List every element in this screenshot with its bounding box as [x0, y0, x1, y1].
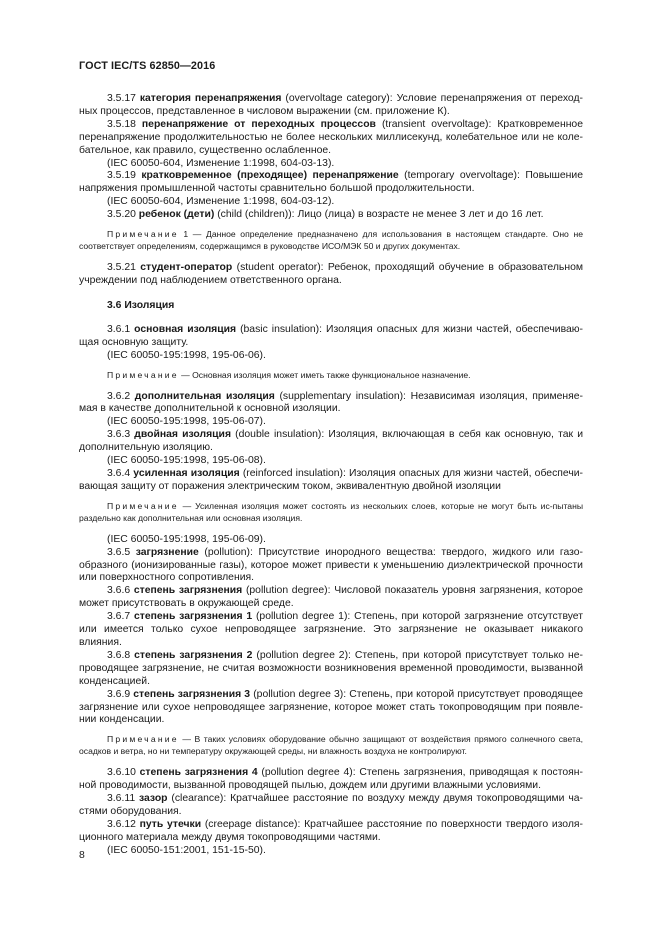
term-text: (student operator): Ребенок, проходящий обучение в образовательном учреждении под наблюдением ответственного органа.: [79, 262, 583, 286]
term-title: степень загрязнения 1: [133, 611, 253, 623]
reference-line: [79, 350, 583, 363]
term-definition: [79, 429, 583, 455]
section-number: 3.6: [107, 299, 122, 311]
term-number: 3.5.20: [107, 209, 136, 221]
term-number: 3.6.4: [107, 467, 131, 479]
reference-text: (IEC 60050-195:1998, 195-06-09).: [107, 533, 266, 545]
term-definition: [79, 391, 583, 417]
term-title: загрязнение: [135, 546, 199, 558]
term-definition: [79, 468, 583, 494]
term-title: перенапряжение от переходных процессов: [141, 118, 376, 130]
reference-text: (IEC 60050-604, Изменение 1:1998, 604-03-13).: [107, 157, 335, 169]
term-number: 3.6.10: [107, 767, 136, 779]
note-text: — В таких условиях оборудование обычно защищают от воздействия прямого солнечного света, осадков и ветра, но ни температуру окружающей среды, ни влажность воздуха не контролируют.: [79, 734, 583, 757]
term-definition: [79, 650, 583, 689]
note: [79, 369, 583, 381]
term-number: 3.5.19: [107, 170, 136, 182]
note-label: Примечание: [107, 229, 179, 240]
document-header: ГОСТ IEC/TS 62850—2016: [79, 60, 216, 72]
reference-text: (IEC 60050-604, Изменение 1:1998, 604-03-12).: [107, 196, 335, 208]
term-definition: [79, 689, 583, 728]
term-number: 3.6.3: [107, 429, 131, 441]
term-number: 3.5.18: [107, 118, 136, 130]
term-text: (double insulation): Изоляция, включающая в себя как основную, так и дополнительную изоляцию.: [79, 429, 584, 454]
term-number: 3.6.8: [107, 649, 131, 661]
note-label: Примечание: [107, 369, 179, 380]
term-title: категория перенапряжения: [139, 93, 282, 104]
term-text: (basic insulation): Изоляция опасных для жизни частей, обеспечиваю-щая основную защиту.: [79, 323, 583, 348]
term-text: (reinforced insulation): Изоляция опасных для жизни частей, обеспечи-вающая защиту от поражения электрическим током, эквивалентную двойной изоляции: [79, 467, 584, 492]
term-title: степень загрязнения 2: [134, 649, 253, 661]
term-number: 3.6.6: [107, 585, 131, 597]
term-title: путь утечки: [139, 818, 202, 830]
reference-text: (IEC 60050-151:2001, 151-15-50).: [107, 844, 266, 856]
term-title: основная изоляция: [134, 323, 237, 335]
term-text: (temporary overvoltage): Повышение напряжения промышленной частоты сравнительно большой продолжительности.: [79, 170, 583, 195]
term-number: 3.6.11: [107, 793, 136, 805]
section-heading: [79, 300, 583, 313]
reference-line: [79, 845, 583, 858]
term-text: (transient overvoltage): Кратковременное перенапряжение продолжительностью не более нескольких миллисекунд, колебательное или не коле-бательное, как правило, существенно ослабленное.: [79, 118, 583, 156]
term-definition: [79, 611, 583, 650]
note-label: Примечание: [107, 500, 179, 511]
term-text: (pollution degree): Числовой показатель уровня загрязнения, которое может присутствовать в окружающей среде.: [79, 585, 584, 610]
section-title: Изоляция: [124, 299, 175, 311]
note-text: 1 — Данное определение предназначено для использования в настоящем стандарте. Оно не соответствует определениям, содержащимся в руководстве ИСО/МЭК 50 и других документах.: [79, 229, 583, 252]
note-text: — Основная изоляция может иметь также функциональное назначение.: [178, 369, 471, 380]
term-title: ребенок (дети): [138, 209, 215, 221]
document-body: [79, 93, 583, 858]
term-title: кратковременное (преходящее) перенапряжение: [141, 170, 399, 182]
reference-line: [79, 416, 583, 429]
reference-text: (IEC 60050-195:1998, 195-06-08).: [107, 455, 266, 467]
term-definition: [79, 93, 583, 119]
term-definition: [79, 324, 583, 350]
term-definition: [79, 262, 583, 288]
reference-line: [79, 158, 583, 171]
term-definition: [79, 585, 583, 611]
term-title: степень загрязнения 3: [133, 688, 251, 700]
term-number: 3.5.21: [107, 262, 136, 274]
term-text: (pollution degree 1): Степень, при которой загрязнение отсутствует или имеется только сухое непроводящее загрязнение. Это загрязнение не оказывает никакого влияния.: [79, 611, 584, 648]
term-number: 3.6.7: [107, 611, 131, 623]
term-definition: [79, 547, 583, 586]
term-text: (pollution degree 2): Степень, при которой присутствует только не-проводящее загрязнение, не считая возможности возникновения временной проводимости, вызванной конденсацией.: [79, 649, 583, 687]
term-number: 3.6.9: [107, 688, 131, 700]
term-text: (pollution degree 3): Степень, при которой присутствует проводящее загрязнение или сухое непроводящее загрязнение, которое может стать токопроводящим при появле-нии конденсации.: [79, 688, 584, 726]
reference-line: [79, 196, 583, 209]
term-title: степень загрязнения 4: [139, 767, 258, 779]
term-text: (clearance): Кратчайшее расстояние по воздуху между двумя токопроводящими ча-стями оборудования.: [79, 793, 583, 818]
term-number: 3.6.2: [107, 390, 131, 402]
term-text: (pollution): Присутствие инородного вещества: твердого, жидкого или газо-образного (ионизированные газы), которое может привести к уменьшению диэлектрической прочности или поверхностного сопротивления.: [79, 546, 584, 584]
reference-text: (IEC 60050-195:1998, 195-06-07).: [107, 416, 266, 428]
term-title: зазор: [138, 793, 168, 805]
term-definition: [79, 209, 583, 222]
term-text: (creepage distance): Кратчайшее расстояние по поверхности твердого изоля-ционного материала между двумя токопроводящими частями.: [79, 818, 583, 843]
term-number: 3.6.12: [107, 818, 136, 830]
term-title: дополнительная изоляция: [134, 390, 275, 402]
note: [79, 500, 583, 524]
term-definition: [79, 819, 583, 845]
term-definition: [79, 170, 583, 196]
note-text: — Усиленная изоляция может состоять из нескольких слоев, которые не могут быть ис-пытаны раздельно как дополнительная или основная изоляция.: [79, 500, 583, 523]
term-number: 3.6.5: [107, 546, 131, 558]
note: [79, 733, 583, 757]
page-number: 8: [79, 850, 85, 861]
reference-text: (IEC 60050-195:1998, 195-06-06).: [107, 349, 266, 361]
reference-line: [79, 455, 583, 468]
reference-line: [79, 534, 583, 547]
term-number: 3.5.17: [107, 93, 136, 104]
term-definition: [79, 767, 583, 793]
term-title: усиленная изоляция: [133, 467, 240, 479]
term-title: двойная изоляция: [134, 429, 232, 441]
term-text: (child (children)): Лицо (лица) в возрасте не менее 3 лет и до 16 лет.: [214, 209, 544, 221]
term-title: студент-оператор: [140, 262, 233, 274]
term-title: степень загрязнения: [133, 585, 243, 597]
term-number: 3.6.1: [107, 323, 131, 335]
term-text: (overvoltage category): Условие перенапряжения от переход-ных процессов, представленное в числовом выражении (см. приложение К).: [79, 93, 583, 117]
note-label: Примечание: [107, 734, 179, 745]
term-text: (pollution degree 4): Степень загрязнения, приводящая к постоян-ной проводимости, вызванной проводящей пылью, дождем или другими влажными условиями.: [79, 767, 583, 792]
term-definition: [79, 793, 583, 819]
term-text: (supplementary insulation): Независимая изоляция, применяе-мая в качестве дополнительной к основной изоляции.: [79, 390, 583, 415]
term-definition: [79, 119, 583, 158]
note: [79, 228, 583, 252]
